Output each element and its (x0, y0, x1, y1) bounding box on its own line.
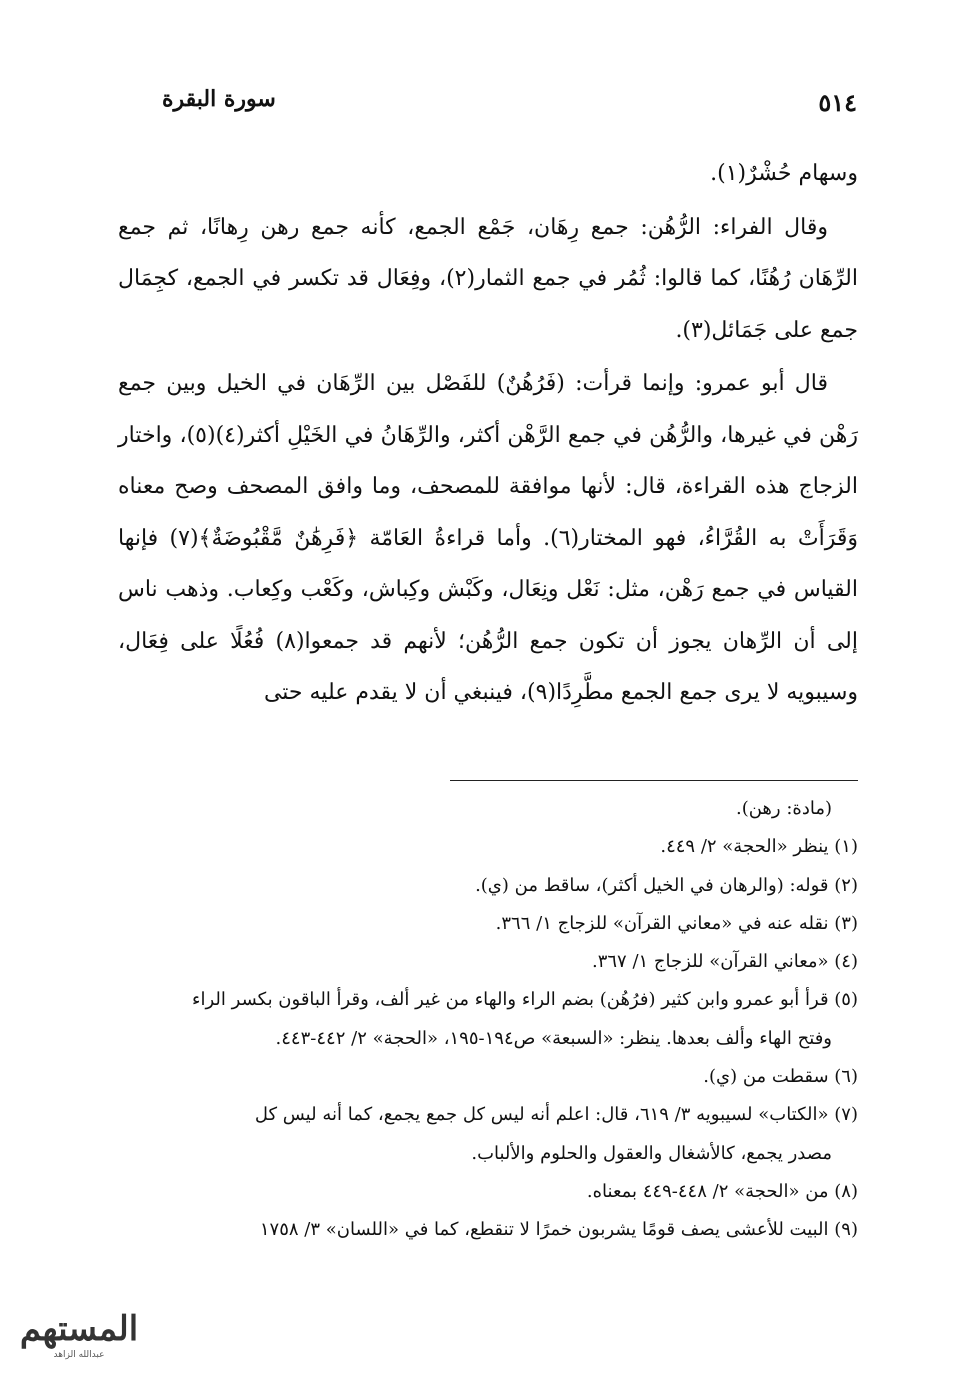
footnote-5-continuation: وفتح الهاء وألف بعدها. ينظر: «السبعة» ص١٩٤-١٩٥، «الحجة» ٢/ ٤٤٢-٤٤٣. (275, 1027, 832, 1049)
footnote-divider (450, 780, 858, 781)
footnote-8: (٨) من «الحجة» ٢/ ٤٤٨-٤٤٩ بمعناه. (586, 1180, 858, 1202)
main-text (118, 148, 858, 719)
surah-title: سورة البقرة (162, 86, 276, 112)
page-number: ٥١٤ (818, 88, 857, 117)
footnote-7-continuation: مصدر يجمع، كالأشغال والعقول والحلوم والألباب. (471, 1142, 832, 1164)
paragraph-2: وقال الفراء: الرُّهُن: جمع رِهَان، جَمْع الجمع، كأنه جمع رهن رِهانًا، ثم جمع الرِّهَان رُهُنًا، كما قالوا: ثُمُر في جمع الثمار(٢)، وفِعَال قد تكسر في الجمع، كجِمَال جمع على جَمَائل(٣). (118, 214, 858, 343)
footnote-continuation: (مادة: رهن). (735, 798, 832, 819)
footnote-6: (٦) سقطت من (ي). (703, 1066, 858, 1088)
footnote-5: (٥) قرأ أبو عمرو وابن كثير (فرُهُن) بضم الراء والهاء من غير ألف، وقرأ الباقون بكسر الراء (192, 989, 858, 1011)
footnote-1: (١) ينظر «الحجة» ٢/ ٤٤٩. (660, 836, 858, 858)
watermark-logo-text: المستهم (19, 1309, 139, 1349)
footnote-2: (٢) قوله: (والرهان في الخيل أكثر)، ساقط من (ي). (475, 874, 858, 896)
footnote-4: (٤) «معاني القرآن» للزجاج ١/ ٣٦٧. (591, 951, 858, 973)
paragraph-3: قال أبو عمرو: وإنما قرأت: (فَرُهُنٌ) للفَصْل بين الرِّهَان في الخيل وبين جمع رَهْن في غيرها، والرُّهُن في جمع الرَّهْن أكثر، والرِّهَانُ في الخَيْلِ أكثر(٤)(٥)، واختار الزجاج هذه القراءة، قال: لأنها موافقة للمصحف، وما وافق المصحف وصح معناه وَقَرَأَتْ به القُرَّاءُ، فهو المختار(٦). وأما قراءةُ العَامّة ﴿فَرِهَٰنٌ مَّقْبُوضَةٌ﴾(٧) فإنها القياس في جمع رَهْن، مثل: نَعْل ونِعَال، وكَبْش وكِباش، وكَعْب وكِعاب. وذهب ناس إلى أن الرِّهان يجوز أن تكون جمع الرُّهُن؛ لأنهم قد جمعوا(٨) فُعُلًا على فِعَال، وسيبويه لا يرى جمع الجمع مطَّرِدًا(٩)، فينبغي أن لا يقدم عليه حتى (118, 371, 858, 705)
footnote-3: (٣) نقله عنه في «معاني القرآن» للزجاج ١/ ٣٦٦. (495, 912, 858, 934)
footnote-9: (٩) البيت للأعشى يصف قومًا يشربون خمرًا لا تنقطع، كما في «اللسان» ٣/ ١٧٥٨ (259, 1219, 858, 1241)
footnote-7: (٧) «الكتاب» لسيبويه ٣/ ٦١٩، قال: اعلم أنه ليس كل جمع يجمع، كما أنه ليس كل (254, 1104, 858, 1126)
watermark-logo-subtext: عبدالله الزاهد (53, 1350, 105, 1360)
watermark-logo (10, 1300, 148, 1362)
paragraph-1: وسهام حُشْرٌ(١). (710, 161, 858, 186)
footnotes (118, 790, 858, 1250)
